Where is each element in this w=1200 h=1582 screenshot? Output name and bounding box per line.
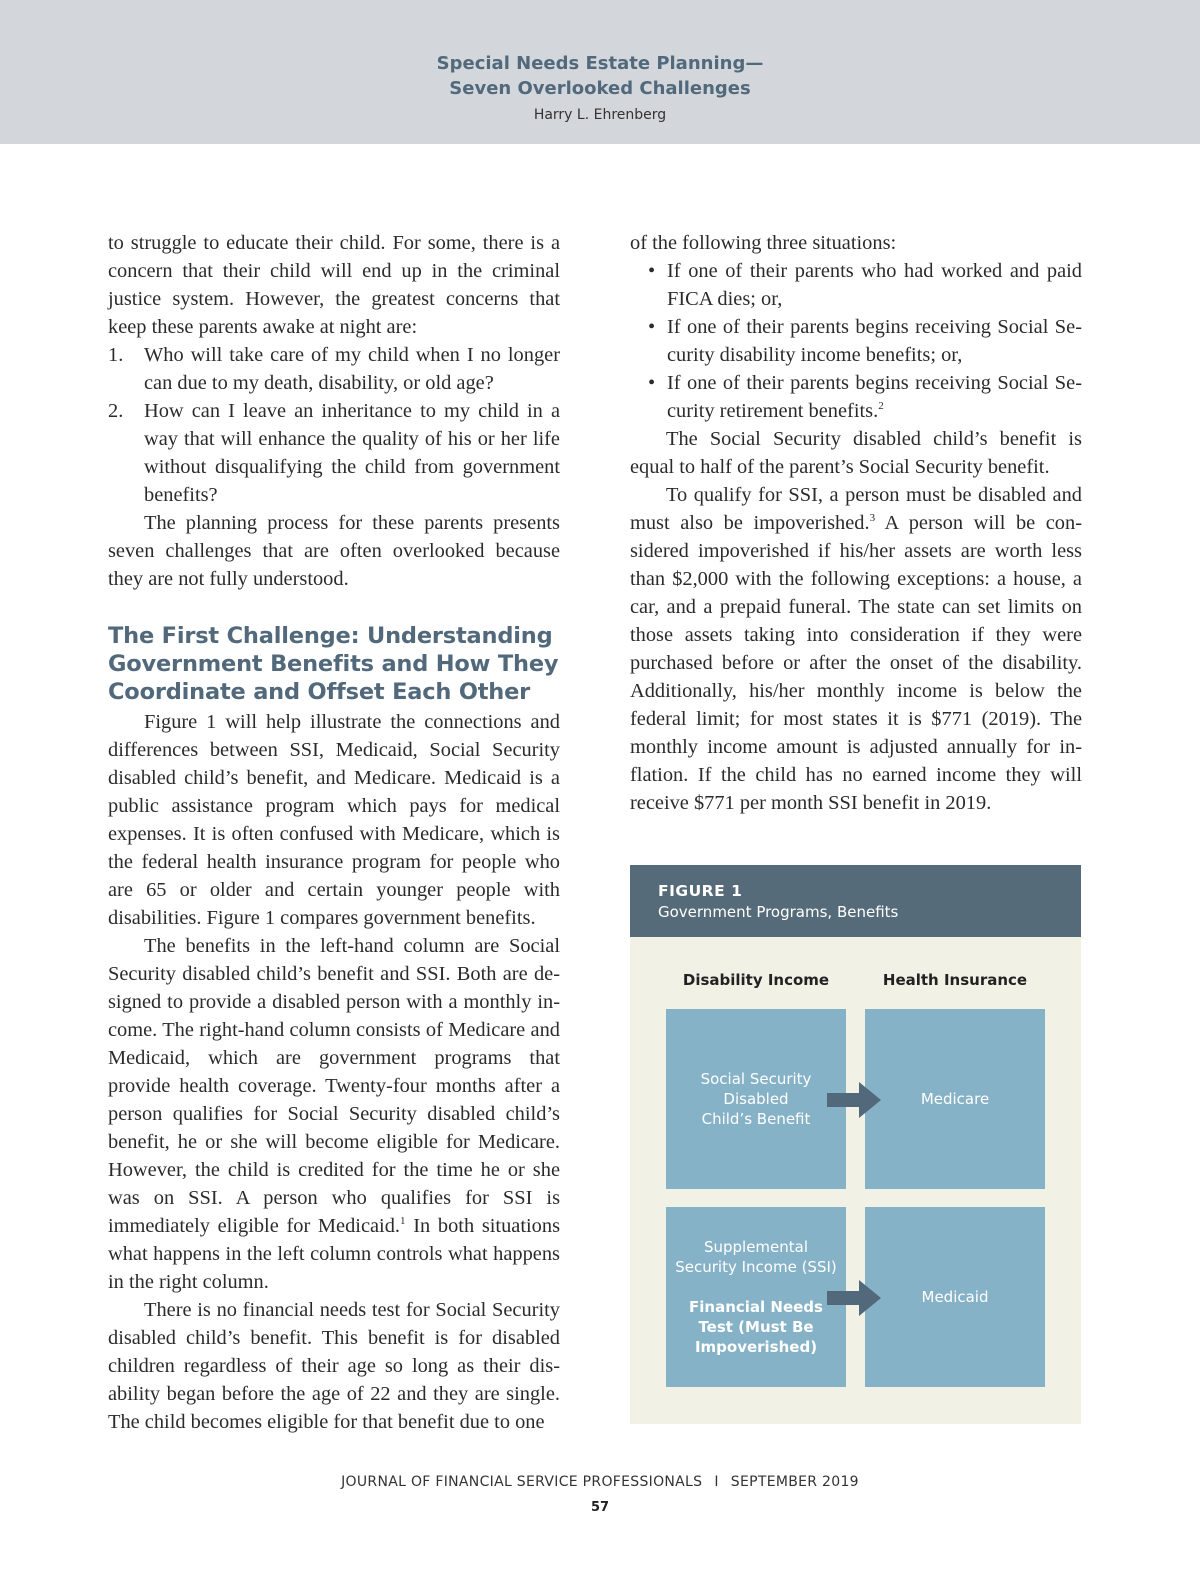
box-text: Supplemental (703, 1238, 809, 1256)
box-text: Social Security (700, 1070, 812, 1088)
figure-1 (630, 865, 1081, 1424)
list-item (108, 341, 560, 397)
box-social-security-disabled-childs-benefit (666, 1009, 846, 1189)
paragraph: of the following three situations: (630, 232, 897, 254)
issue-date: SEPTEMBER 2019 (730, 1474, 859, 1490)
box-text: Child’s Benefit (701, 1110, 811, 1128)
bullet-list (630, 257, 1082, 425)
right-column (630, 229, 1082, 817)
box-text: Security Income (SSI) (675, 1258, 837, 1276)
figure-label: FIGURE 1 (658, 882, 743, 900)
article-title-line2: Seven Overlooked Challenges (449, 78, 751, 99)
list-item-text: Who will take care of my child when I no longer can due to my death, disability, or old age? (144, 344, 560, 394)
arrow-right-icon (827, 1080, 883, 1120)
arrow-right-icon (827, 1278, 883, 1318)
list-number: 2. (108, 400, 124, 422)
list-item-text: How can I leave an inheritance to my child in a way that will enhance the quality of his or her life without disqualifying the child from government benefits? (144, 400, 560, 506)
list-item-text: If one of their parents begins receiving Social Security retirement benefits. (667, 372, 1082, 422)
list-item (630, 313, 1082, 369)
box-text: Disabled (723, 1090, 789, 1108)
list-number: 1. (108, 344, 124, 366)
journal-name: JOURNAL OF FINANCIAL SERVICE PROFESSIONALS (341, 1474, 703, 1490)
paragraph-text: A person will be considered impoverished if his/her assets are worth less than $2,000 with the following exceptions: a house, a car, and a prepaid funeral. The state can set limits on those assets taking into consideration if they were purchased before or after the onset of the disability. Additionally, his/her monthly income is below the federal limit; for most states it is $771 (2019). The monthly income amount is adjusted annually for inflation. If the child has no earned income they will receive $771 per month SSI benefit in 2019. (630, 512, 1082, 814)
bullet-icon: • (648, 372, 656, 394)
paragraph: to struggle to educate their child. For some, there is a concern that their child will end up in the criminal justice system. However, the greatest concerns that keep these parents awake at night are: (108, 232, 560, 338)
paragraph-text: To qualify for SSI, a person must be disabled and must also be impoverished. (630, 484, 1082, 534)
paragraph-text: The benefits in the left-hand column are Social Security disabled child’s benefit and SSI. Both are designed to provide a disabled person with a monthly income. The right-hand column consists of Medicare and Medicaid, which are government programs that provide health coverage. Twenty-four months after a person qualifies for Social Security disabled child’s benefit, he or she will become eligible for Medicare. However, the child is credited for the time he or she was on SSI. A person who qualifies for SSI is immediately eligible for Medicaid. (108, 935, 560, 1237)
box-text: Medicare (920, 1090, 990, 1108)
paragraph-text: In both situations what happens in the left column controls what happens in the right column. (108, 1215, 561, 1293)
box-text: Medicaid (921, 1288, 989, 1306)
box-medicaid (865, 1207, 1045, 1387)
paragraph: The planning process for these parents presents seven challenges that are often overlooked because they are not fully understood. (108, 512, 560, 590)
list-item (630, 257, 1082, 313)
figure-subtitle: Government Programs, Benefits (658, 903, 899, 921)
paragraph: There is no financial needs test for Social Security disabled child’s benefit. This benefit is for disabled children regardless of their age so long as their disability began before the age of 22 and they are single. The child becomes eligible for that benefit due to one (108, 1299, 560, 1433)
bullet-icon: • (648, 260, 656, 282)
left-column (108, 229, 560, 1436)
running-footer (0, 1474, 1200, 1490)
paragraph (630, 481, 1082, 817)
footer-separator: I (714, 1474, 719, 1490)
running-header (0, 0, 1200, 144)
list-item (630, 369, 1082, 425)
figure-header (630, 865, 1081, 937)
box-text-bold: Test (Must Be (698, 1318, 814, 1336)
paragraph: Figure 1 will help illustrate the connections and differences between SSI, Medicaid, Social Security disabled child’s benefit, and Medicare. Medicaid is a public assistance program which pays for medical expenses. It is often confused with Medicare, which is the federal health insurance program for people who are 65 or older and certain younger people with disabilities. Figure 1 compares government benefits. (108, 711, 560, 929)
list-item-text: If one of their parents who had worked and paid FICA dies; or, (667, 260, 1082, 310)
list-item-text: If one of their parents begins receiving Social Security disability income benefits; or, (667, 316, 1082, 366)
author-name: Harry L. Ehrenberg (533, 107, 667, 123)
box-text-bold: Financial Needs (689, 1298, 823, 1316)
page-number: 57 (590, 1500, 610, 1515)
footnote-ref: 1 (400, 1215, 406, 1228)
column-heading-disability-income: Disability Income (682, 971, 830, 989)
footnote-ref: 2 (878, 400, 884, 413)
bullet-icon: • (648, 316, 656, 338)
column-heading-health-insurance: Health Insurance (882, 971, 1028, 989)
box-medicare (865, 1009, 1045, 1189)
paragraph: The Social Security disabled child’s benefit is equal to half of the parent’s Social Security benefit. (630, 428, 1082, 478)
paragraph (108, 932, 560, 1296)
article-title-line1: Special Needs Estate Planning— (436, 53, 764, 74)
list-item (108, 397, 560, 509)
section-heading: The First Challenge: Understanding Government Benefits and How They Coordinate and Offset Each Other (108, 623, 559, 705)
box-supplemental-security-income (666, 1207, 846, 1387)
footnote-ref: 3 (869, 512, 876, 525)
question-list (108, 341, 560, 509)
box-text-bold: Impoverished) (694, 1338, 818, 1356)
